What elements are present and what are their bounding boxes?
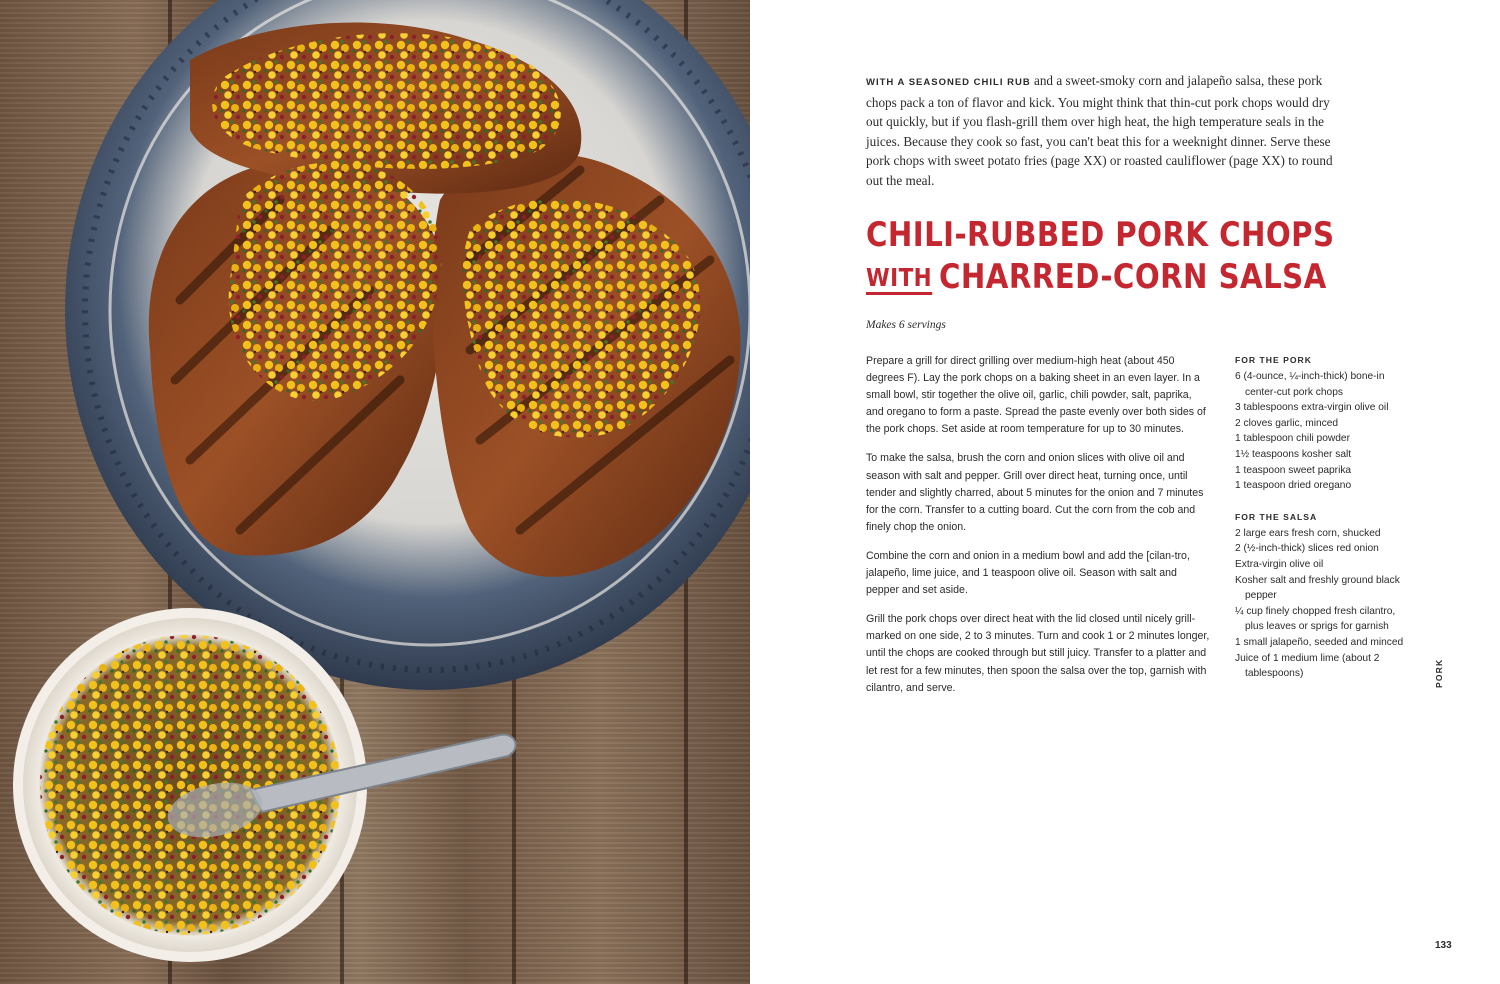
recipe-title-line2: CHARRED-CORN SALSA (938, 257, 1327, 297)
list-item: Kosher salt and freshly ground black pepper (1235, 574, 1400, 602)
salsa-ingredients (1235, 526, 1405, 682)
list-item: 3 tablespoons extra-virgin olive oil (1235, 402, 1389, 414)
list-item: 1 tablespoon chili powder (1235, 433, 1350, 445)
list-item: 2 large ears fresh corn, shucked (1235, 527, 1381, 539)
list-item: 1 teaspoon sweet paprika (1235, 464, 1352, 476)
list-item: Extra-virgin olive oil (1235, 558, 1324, 570)
servings: Makes 6 servings (866, 319, 946, 331)
list-item: ¼ cup finely chopped fresh cilantro, plus leaves or sprigs for garnish (1235, 605, 1396, 633)
list-item: 2 (½-inch-thick) slices red onion (1235, 543, 1379, 555)
ingredients-list (1235, 352, 1405, 682)
intro-body: and a sweet-smoky corn and jalapeño salsa, these pork chops pack a ton of flavor and kick. You might think that thin-cut pork chops would dry out quickly, but if you flash-grill them over high heat, the high temperature seals in the juices. Because they cook so fast, you can't beat this for a weeknight dinner. Serve these pork chops with sweet potato fries (page XX) or roasted cauliflower (page XX) to round out the meal. (866, 73, 1333, 188)
list-item: 2 cloves garlic, minced (1235, 417, 1339, 429)
ingredients-heading-pork: FOR THE PORK (1235, 355, 1312, 365)
list-item: 1 teaspoon dried oregano (1235, 480, 1352, 492)
method-step: To make the salsa, brush the corn and onion slices with olive oil and season with salt and pepper. Grill over direct heat, turning once, until tender and slightly charred, about 5 minutes for the onion and 7 minutes for the corn. Transfer to a cutting board. Cut the corn from the cob and finely chop the onion. (866, 452, 1204, 533)
method-step: Combine the corn and onion in a medium bowl and add the [cilan-tro, jalapeño, lime juice, and 1 teaspoon olive oil. Season with salt and pepper and set aside. (866, 549, 1190, 597)
method-step: Grill the pork chops over direct heat with the lid closed until nicely grill-marked on one side, 2 to 3 minutes. Turn and cook 1 or 2 minutes longer, until the chops are cooked through but still juicy. Transfer to a platter and let rest for a few minutes, then spoon the salsa over the top, garnish with cilantro, and serve. (866, 613, 1210, 694)
list-item: 1½ teaspoons kosher salt (1235, 448, 1352, 460)
recipe-title (866, 214, 1348, 298)
method-steps (866, 353, 1210, 709)
intro-lead: WITH A SEASONED CHILI RUB (866, 77, 1031, 88)
recipe-title-with: WITH (866, 265, 932, 295)
recipe-title-line1: CHILI-RUBBED PORK CHOPS (866, 215, 1335, 255)
list-item: Juice of 1 medium lime (about 2 tablespoons) (1235, 652, 1380, 680)
page-number: 133 (1435, 940, 1452, 951)
list-item: 6 (4-ounce, ¼-inch-thick) bone-in center-cut pork chops (1235, 371, 1385, 398)
intro-paragraph (866, 71, 1344, 191)
method-step: Prepare a grill for direct grilling over medium-high heat (about 450 degrees F). Lay the pork chops on a baking sheet in an even layer. In a small bowl, stir together the olive oil, garlic, chili powder, salt, paprika, and oregano to form a paste. Spread the paste evenly over both sides of the pork chops. Set aside at room temperature for up to 30 minutes. (866, 355, 1206, 436)
section-tab: PORK (1434, 658, 1444, 688)
list-item: 1 small jalapeño, seeded and minced (1235, 636, 1404, 648)
pork-ingredients (1235, 369, 1405, 494)
ingredients-heading-salsa: FOR THE SALSA (1235, 511, 1318, 522)
